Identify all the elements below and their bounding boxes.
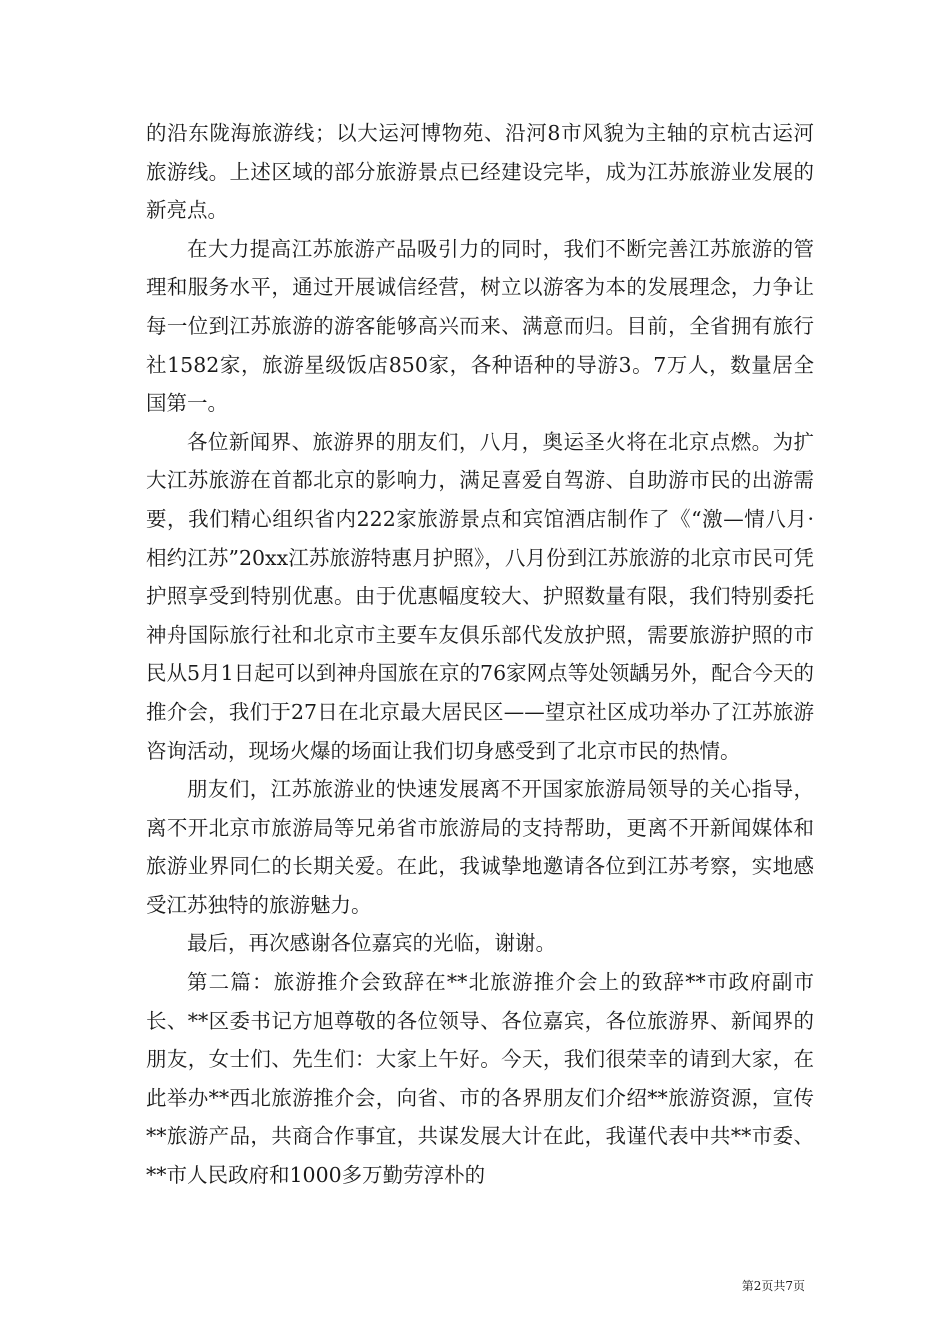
paragraph-5: 最后，再次感谢各位嘉宾的光临，谢谢。 xyxy=(187,931,556,956)
page-number-footer: 第2页共7页 xyxy=(741,1279,805,1293)
paragraph-4: 朋友们，江苏旅游业的快速发展离不开国家旅游局领导的关心指导，离不开北京市旅游局等兄弟省市旅游局的支持帮助，更离不开新闻媒体和旅游业界同仁的长期关爱。在此，我诚挚地邀请各位到江苏考察，实地感受江苏独特的旅游魅力。 xyxy=(146,777,814,917)
paragraph-1: 的沿东陇海旅游线；以大运河博物苑、沿河8市风貌为主轴的京杭古运河旅游线。上述区域的部分旅游景点已经建设完毕，成为江苏旅游业发展的新亮点。 xyxy=(146,121,814,223)
paragraph-3: 各位新闻界、旅游界的朋友们，八月，奥运圣火将在北京点燃。为扩大江苏旅游在首都北京的影响力，满足喜爱自驾游、自助游市民的出游需要，我们精心组织省内222家旅游景点和宾馆酒店制作了《“激—情八月·相约江苏”20xx江苏旅游特惠月护照》，八月份到江苏旅游的北京市民可凭护照享受到特别优惠。由于优惠幅度较大、护照数量有限，我们特别委托神舟国际旅行社和北京市主要车友俱乐部代发放护照，需要旅游护照的市民从5月1日起可以到神舟国旅在京的76家网点等处领龋另外，配合今天的推介会，我们于27日在北京最大居民区——望京社区成功举办了江苏旅游咨询活动，现场火爆的场面让我们切身感受到了北京市民的热情。 xyxy=(146,429,814,763)
paragraph-2: 在大力提高江苏旅游产品吸引力的同时，我们不断完善江苏旅游的管理和服务水平，通过开展诚信经营，树立以游客为本的发展理念，力争让每一位到江苏旅游的游客能够高兴而来、满意而归。目前，全省拥有旅行社1582家，旅游星级饭店850家，各种语种的导游3。7万人，数量居全国第一。 xyxy=(146,236,814,416)
paragraph-6: 第二篇：旅游推介会致辞在**北旅游推介会上的致辞**市政府副市长、**区委书记方旭尊敬的各位领导、各位嘉宾，各位旅游界、新闻界的朋友，女士们、先生们：大家上午好。今天，我们很荣幸的请到大家，在此举办**西北旅游推介会，向省、市的各界朋友们介绍**旅游资源，宣传**旅游产品，共商合作事宜，共谋发展大计在此，我谨代表中共**市委、**市人民政府和1000多万勤劳淳朴的 xyxy=(146,970,814,1188)
document-body xyxy=(146,114,814,1195)
